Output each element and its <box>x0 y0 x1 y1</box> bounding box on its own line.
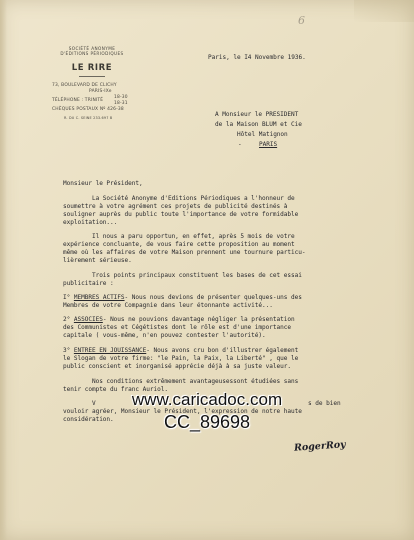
paragraph-1-line: La Société Anonyme d'Editions Périodiques a l'honneur de <box>63 195 295 202</box>
paragraph-1-line: souligner auprès du public toute l'importance de votre formidable <box>63 211 299 218</box>
point-1-text: - Nous nous devions de présenter quelques-uns des <box>124 294 302 301</box>
paragraph-1-line: soumettre à votre agrément ces projets de publicité destinés à <box>63 203 288 210</box>
letterhead-postal-account: CHÈQUES POSTAUX Nº 426-38 <box>52 107 124 112</box>
letterhead-company-line1: SOCIÉTÉ ANONYME <box>68 46 116 51</box>
paragraph-3-line: Trois points principaux constituent les bases de cet essai <box>63 272 302 279</box>
letterhead-phone-number1: 18-30 <box>114 95 128 100</box>
letterhead-phone-label: TÉLÉPHONE : TRINITÉ <box>52 98 104 103</box>
recipient-line3: Hôtel Matignon <box>237 131 288 138</box>
point-1-line1 <box>63 294 302 302</box>
page-edge-shadow <box>0 0 7 540</box>
point-2-number: 2° <box>63 316 71 323</box>
closing-line2: vouloir agréer, Monsieur le Président, l'expression de notre haute <box>63 408 302 415</box>
point-2-line1 <box>63 316 295 324</box>
letterhead-registry: R. DU C. SEINE 233.697 B <box>64 116 113 120</box>
closing-line1-end: s de bien <box>308 400 341 407</box>
letterhead-phone-number2: 18-31 <box>114 101 128 106</box>
point-3-line2: le Slogan de votre firme: "le Pain, la Paix, la Liberté" , que le <box>63 355 299 362</box>
pencil-mark: 6 <box>298 14 305 27</box>
closing-line3: considération. <box>63 416 114 423</box>
letterhead-rule <box>79 76 105 77</box>
signature: RogerRoy <box>293 439 347 454</box>
point-2-heading: ASSOCIES <box>73 316 103 323</box>
recipient-line2: de la Maison BLUM et Cie <box>215 121 302 128</box>
point-3-number: 3° <box>63 347 71 354</box>
paragraph-4-line: tenir compte du franc Auriol. <box>63 386 168 393</box>
recipient-city: PARIS <box>259 141 278 148</box>
paragraph-2-line: lièrement sérieuse. <box>63 257 132 264</box>
letterhead-address2: PARIS-IXe <box>89 89 112 94</box>
point-3-line1 <box>63 347 298 355</box>
letterhead-brand: LE RIRE <box>71 63 113 73</box>
paragraph-4-line: Nos conditions extrêmement avantageusessont étudiées sans <box>63 378 299 385</box>
closing-line1-start: V <box>63 400 96 407</box>
paragraph-2-line: Il nous a paru opportun, en effet, après 5 mois de votre <box>63 233 295 240</box>
page-corner-wear <box>354 0 414 22</box>
point-3-line3: public conscient et inorganisé apprécie déjà à sa juste valeur. <box>63 363 291 370</box>
letterhead-address1: 73, BOULEVARD DE CLICHY <box>52 83 117 88</box>
paragraph-2-line: expérience concluante, de vous faire cette proposition au moment <box>63 241 295 248</box>
paragraph-1-line: exploitation... <box>63 219 118 226</box>
point-2-line3: capitale ( vous-même, n'en pouvez contester l'autorité). <box>63 332 266 339</box>
watermark-code: CC_89698 <box>163 412 251 432</box>
salutation: Monsieur le Président, <box>63 180 143 187</box>
point-2-line2: des Communistes et Cégétistes dont le rôle est d'une importance <box>63 324 291 331</box>
recipient-line1: A Monsieur le PRESIDENT <box>215 111 299 118</box>
paragraph-3-line: publicitaire : <box>63 280 114 287</box>
recipient-dash: - <box>238 141 242 148</box>
point-3-heading: ENTREE EN JOUISSANCE <box>73 347 147 354</box>
point-1-number: I° <box>63 294 71 301</box>
point-1-heading: MEMBRES ACTIFS <box>73 294 125 301</box>
point-3-text: - Nous avons cru bon d'illustrer également <box>146 347 299 354</box>
point-1-line2: Membres de votre Compagnie dans leur étonnante activité... <box>63 302 273 309</box>
paragraph-2-line: même où les affaires de votre Maison prennent une tournure particu- <box>63 249 306 256</box>
point-2-text: - Nous ne pouvions davantage négliger la présentation <box>102 316 295 323</box>
date-line: Paris, le I4 Novembre 1936. <box>208 54 306 61</box>
letterhead-company-line2: D'ÉDITIONS PÉRIODIQUES <box>60 51 124 56</box>
watermark-url: www.caricadoc.com <box>131 390 283 409</box>
